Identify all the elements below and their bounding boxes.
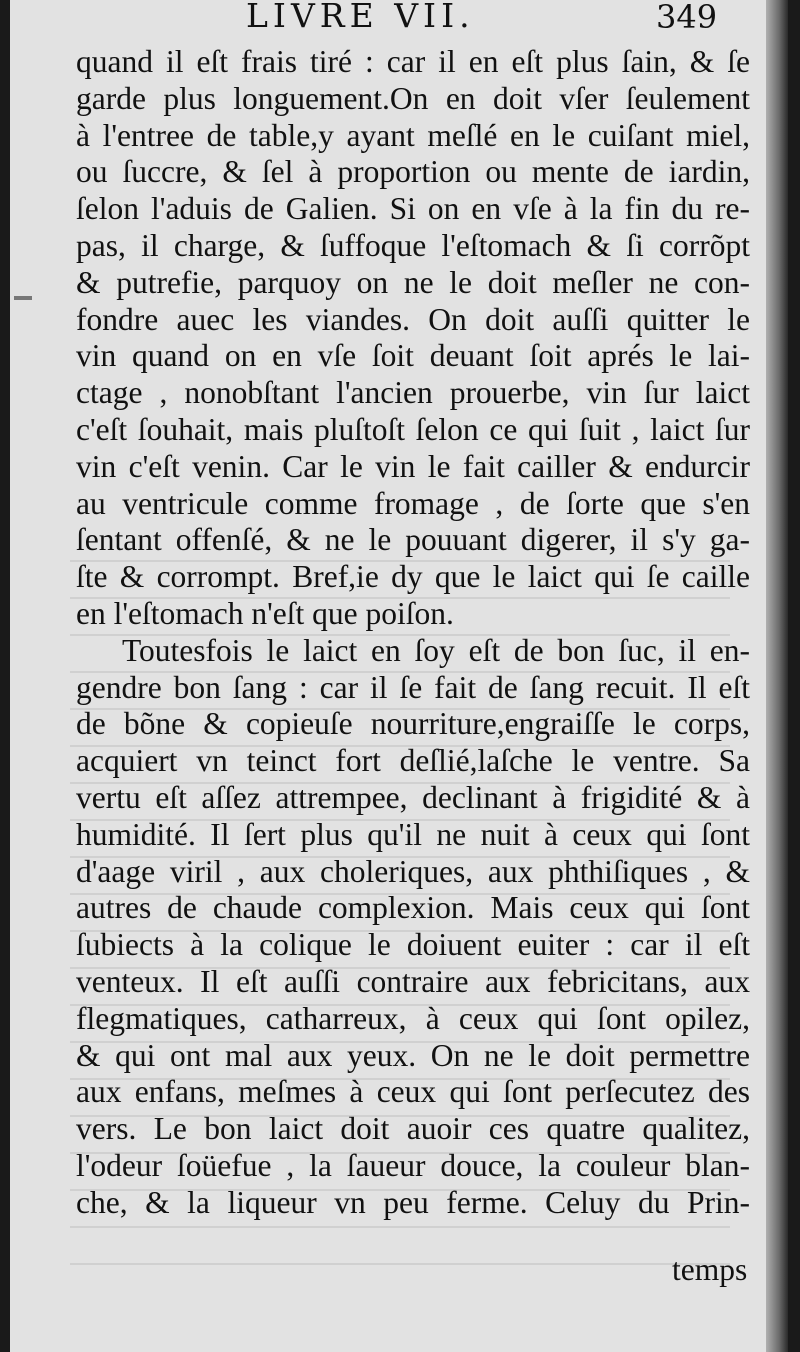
text-line: de bõne & copieuſe nourriture,engraiſſe le corps,: [76, 706, 750, 742]
text-line: ou ſuccre, & ſel à proportion ou mente de iardin,: [76, 154, 750, 190]
text-line: autres de chaude complexion. Mais ceux qui ſont: [76, 890, 750, 926]
page-header: [10, 0, 788, 38]
margin-mark: [14, 296, 32, 300]
catchword: temps: [672, 1252, 748, 1287]
text-line: ſte & corrompt. Bref,ie dy que le laict qui ſe caille: [76, 559, 750, 595]
text-line: quand il eſt frais tiré : car il en eſt plus ſain, & ſe: [76, 44, 750, 79]
text-line: ſentant offenſé, & ne le pouuant digerer, il s'y ga-: [76, 522, 750, 558]
paragraph-first-line: Toutesfois le laict en ſoy eſt de bon ſuc, il en-: [122, 632, 750, 668]
text-line: acquiert vn teinct fort deſlié,laſche le ventre. Sa: [76, 743, 750, 779]
text-line: vertu eſt aſſez attrempee, declinant à frigidité & à: [76, 779, 750, 815]
text-line: che, & la liqueur vn peu ferme. Celuy du Prin-: [76, 1184, 750, 1220]
text-line: ſelon l'aduis de Galien. Si on en vſe à la fin du re-: [76, 191, 750, 227]
text-line: venteux. Il eſt auſſi contraire aux febricitans, aux: [76, 963, 750, 999]
text-line: à l'entree de table,y ayant meſlé en le cuiſant miel,: [76, 117, 750, 153]
page-number: 349: [656, 0, 718, 36]
text-line: d'aage viril , aux choleriques, aux phthiſiques , &: [76, 853, 750, 889]
text-line: l'odeur ſoüefue , la ſaueur douce, la couleur blan-: [76, 1147, 750, 1183]
text-line: flegmatiques, catharreux, à ceux qui ſont opilez,: [76, 1000, 750, 1036]
text-line: humidité. Il ſert plus qu'il ne nuit à ceux qui ſont: [76, 816, 750, 852]
text-line: au ventricule comme fromage , de ſorte que s'en: [76, 485, 750, 521]
text-line: vin c'eſt venin. Car le vin le fait cailler & endurcir: [76, 448, 750, 484]
text-line: en l'eſtomach n'eſt que poiſon.: [76, 595, 454, 631]
text-line: vin quand on en vſe ſoit deuant ſoit aprés le lai-: [76, 338, 750, 374]
text-line: & putrefie, parquoy on ne le doit meſler ne con-: [76, 264, 750, 300]
page-edge-shadow: [766, 0, 788, 1352]
text-line: pas, il charge, & ſuffoque l'eſtomach & ſi corrõpt: [76, 227, 750, 263]
book-page: [10, 0, 788, 1352]
text-line: garde plus longuement.On en doit vſer ſeulement: [76, 80, 750, 116]
text-line: gendre bon ſang : car il ſe fait de ſang recuit. Il eſt: [76, 669, 750, 705]
running-title: LIVRE VII.: [246, 0, 475, 35]
text-line: aux enfans, meſmes à ceux qui ſont perſecutez des: [76, 1074, 750, 1110]
body-text: [76, 44, 750, 1222]
text-line: vers. Le bon laict doit auoir ces quatre qualitez,: [76, 1111, 750, 1147]
text-line: ctage , nonobſtant l'ancien prouerbe, vin ſur laict: [76, 375, 750, 411]
text-line: & qui ont mal aux yeux. On ne le doit permettre: [76, 1037, 750, 1073]
text-line: c'eſt ſouhait, mais pluſtoſt ſelon ce qui ſuit , laict ſur: [76, 411, 750, 447]
text-line: fondre auec les viandes. On doit auſſi quitter le: [76, 301, 750, 337]
text-line: ſubiects à la colique le doiuent euiter : car il eſt: [76, 927, 750, 963]
